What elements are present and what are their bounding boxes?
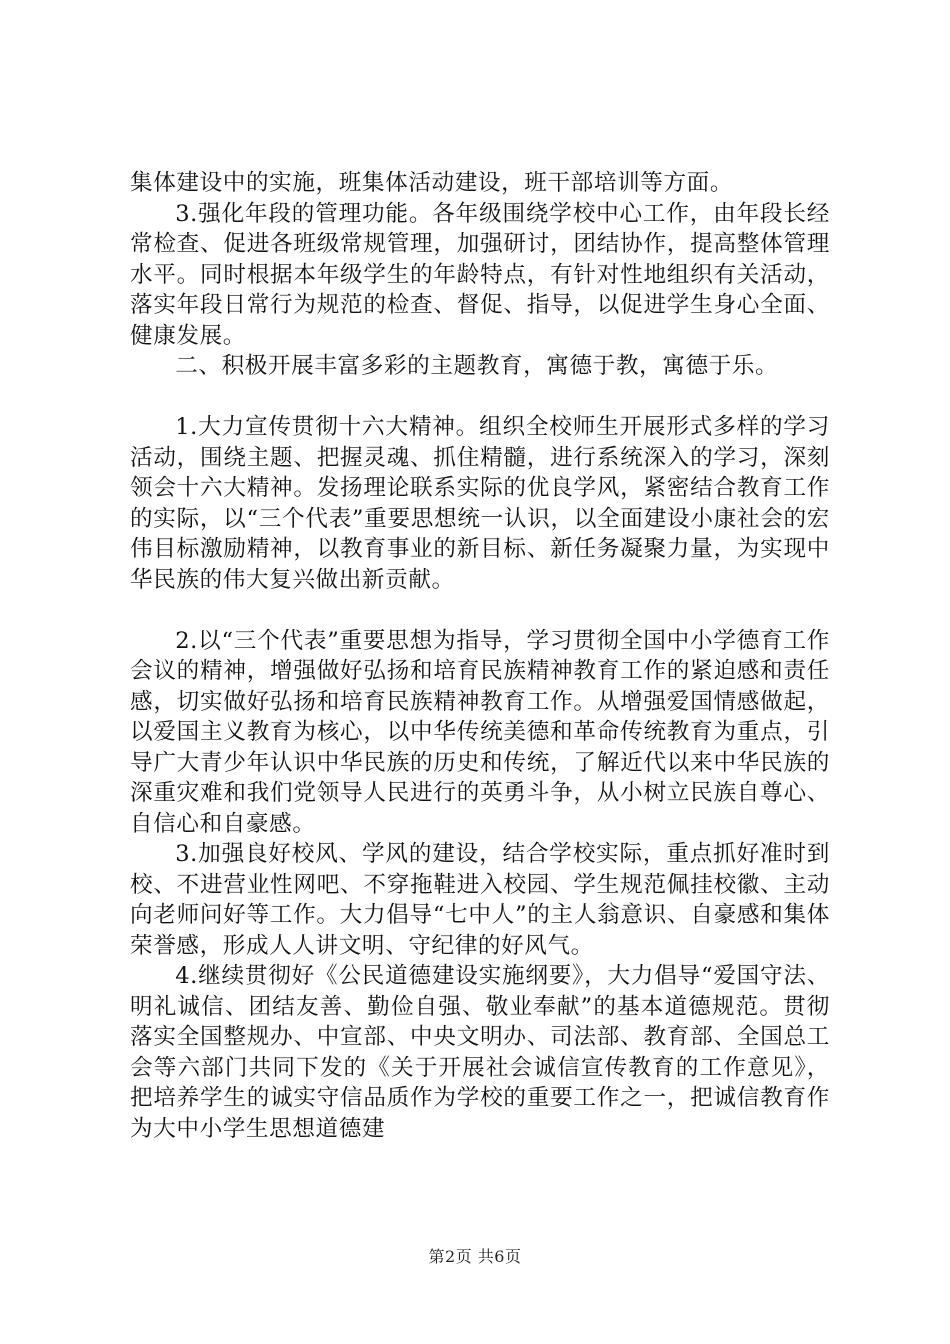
page-number-footer: 第2页 共6页 bbox=[428, 1247, 522, 1266]
paragraph-continuation: 集体建设中的实施，班集体活动建设，班干部培训等方面。 bbox=[130, 170, 734, 196]
section-heading-theme-education: 二、积极开展丰富多彩的主题教育，寓德于教，寓德于乐。 bbox=[175, 353, 779, 379]
document-body bbox=[130, 168, 830, 1144]
paragraph-item-4-civic-morality: 4.继续贯彻好《公民道德建设实施纲要》，大力倡导“爱国守法、明礼诚信、团结友善、勤俭自强、敬业奉献”的基本道德规范。贯彻落实全国整规办、中宣部、中央文明办、司法部、教育部、全国总工会等六部门共同下发的《关于开展社会诚信宣传教育的工作意见》，把培养学生的诚实守信品质作为学校的重要工作之一，把诚信教育作为大中小学生思想道德建 bbox=[130, 963, 830, 1142]
paragraph-item-2-national-spirit: 2.以“三个代表”重要思想为指导，学习贯彻全国中小学德育工作会议的精神，增强做好弘扬和培育民族精神教育工作的紧迫感和责任感，切实做好弘扬和培育民族精神教育工作。从增强爱国情感做起，以爱国主义教育为核心，以中华传统美德和革命传统教育为重点，引导广大青少年认识中华民族的历史和传统，了解近代以来中华民族的深重灾难和我们党领导人民进行的英勇斗争，从小树立民族自尊心、自信心和自豪感。 bbox=[130, 627, 830, 837]
paragraph-item-3-grade-management: 3.强化年段的管理功能。各年级围绕学校中心工作，由年段长经常检查、促进各班级常规管理，加强研讨，团结协作，提高整体管理水平。同时根据本年级学生的年龄特点，有针对性地组织有关活动，落实年段日常行为规范的检查、督促、指导，以促进学生身心全面、健康发展。 bbox=[130, 200, 830, 349]
paragraph-item-3-school-style: 3.加强良好校风、学风的建设，结合学校实际，重点抓好准时到校、不进营业性网吧、不穿拖鞋进入校园、学生规范佩挂校徽、主动向老师问好等工作。大力倡导“七中人”的主人翁意识、自豪感和集体荣誉感，形成人人讲文明、守纪律的好风气。 bbox=[130, 841, 830, 959]
paragraph-item-1-sixteenth-congress: 1.大力宣传贯彻十六大精神。组织全校师生开展形式多样的学习活动，围绕主题、把握灵魂、抓住精髓，进行系统深入的学习，深刻领会十六大精神。发扬理论联系实际的优良学风，紧密结合教育工作的实际，以“三个代表”重要思想统一认识，以全面建设小康社会的宏伟目标激励精神，以教育事业的新目标、新任务凝聚力量，为实现中华民族的伟大复兴做出新贡献。 bbox=[130, 414, 830, 593]
